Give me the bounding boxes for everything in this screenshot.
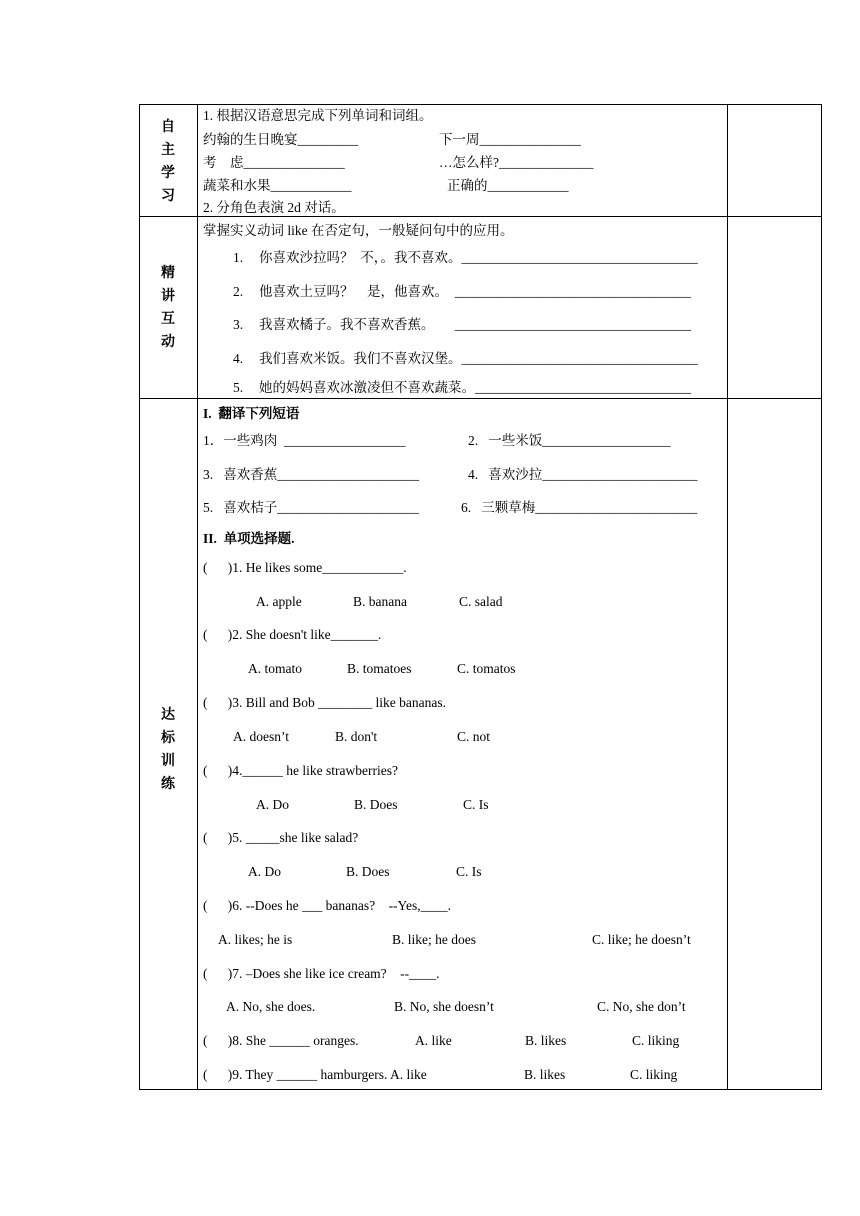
section-label-char: 精 — [161, 266, 175, 281]
table-border-left — [139, 104, 140, 1089]
table-border-right — [821, 104, 822, 1089]
sentence-item: 我喜欢橘子。我不喜欢香蕉。 ___________________________________ — [259, 317, 691, 332]
option: B. likes — [524, 1067, 566, 1082]
section-label-char: 达 — [161, 708, 175, 723]
option: B. Does — [346, 864, 390, 879]
column-divider-1 — [197, 104, 198, 1089]
option: B. don't — [335, 729, 378, 744]
vocab-item: …怎么样?______________ — [439, 155, 594, 170]
section-label-char: 习 — [161, 189, 175, 204]
sentence-number: 1. — [233, 250, 244, 265]
section-label-char: 自 — [161, 120, 175, 135]
phrase-item: 6. 三颗草梅________________________ — [461, 500, 698, 515]
section-label-self-study — [138, 116, 198, 208]
option: C. like; he doesn’t — [592, 932, 691, 947]
question-4: ( )4.______ he like strawberries? — [203, 763, 398, 778]
section-label-char: 训 — [161, 754, 175, 769]
vocab-item: 约翰的生日晚宴_________ — [203, 132, 359, 147]
vocab-item: 正确的____________ — [447, 178, 569, 193]
role-play-instruction: 2. 分角色表演 2d 对话。 — [203, 200, 345, 215]
section-label-interactive — [138, 262, 198, 354]
column-divider-2 — [727, 104, 728, 1089]
sentence-item: 他喜欢土豆吗？ 是，他喜欢。 ___________________________________ — [259, 284, 691, 299]
sentence-number: 3. — [233, 317, 244, 332]
sentence-item: 她的妈妈喜欢冰激凌但不喜欢蔬菜。________________________________ — [259, 380, 691, 395]
section-label-char: 讲 — [161, 289, 175, 304]
option: A. like — [415, 1033, 452, 1048]
question-6: ( )6. --Does he ___ bananas? --Yes,____. — [203, 898, 451, 913]
part1-title: I. 翻译下列短语 — [203, 406, 300, 421]
option: A. tomato — [248, 661, 302, 676]
vocab-item: 考 虑_______________ — [203, 155, 345, 170]
section-label-char: 动 — [161, 335, 175, 350]
phrase-item: 2. 一些米饭___________________ — [468, 433, 671, 448]
section-label-char: 学 — [161, 166, 175, 181]
option: C. not — [457, 729, 491, 744]
section-label-char: 标 — [161, 731, 175, 746]
option: C. liking — [632, 1033, 680, 1048]
sentence-item: 你喜欢沙拉吗？ 不，。我不喜欢。___________________________________ — [259, 250, 698, 265]
option: A. apple — [256, 594, 302, 609]
option: B. tomatoes — [347, 661, 412, 676]
phrase-item: 3. 喜欢香蕉_____________________ — [203, 467, 419, 482]
option: B. likes — [525, 1033, 567, 1048]
question-3: ( )3. Bill and Bob ________ like bananas. — [203, 695, 446, 710]
row-divider-1 — [139, 216, 822, 217]
option: B. No, she doesn’t — [394, 999, 494, 1014]
option: C. No, she don’t — [597, 999, 686, 1014]
grammar-intro: 掌握实义动词 like 在否定句，一般疑问句中的应用。 — [203, 223, 514, 238]
option: C. Is — [463, 797, 489, 812]
part2-title: II. 单项选择题. — [203, 531, 295, 546]
question-1: ( )1. He likes some____________. — [203, 560, 407, 575]
option: C. liking — [630, 1067, 678, 1082]
option: B. Does — [354, 797, 398, 812]
option: B. like; he does — [392, 932, 476, 947]
section-label-char: 互 — [161, 312, 175, 327]
option: A. Do — [248, 864, 281, 879]
row-divider-2 — [139, 398, 822, 399]
option: C. Is — [456, 864, 482, 879]
option: A. Do — [256, 797, 289, 812]
self-study-instruction: 1. 根据汉语意思完成下列单词和词组。 — [203, 108, 433, 123]
vocab-item: 下一周_______________ — [439, 132, 581, 147]
option: A. doesn’t — [233, 729, 289, 744]
option: A. likes; he is — [218, 932, 293, 947]
sentence-number: 4. — [233, 351, 244, 366]
question-2: ( )2. She doesn't like_______. — [203, 627, 382, 642]
question-7: ( )7. –Does she like ice cream? --____. — [203, 966, 440, 981]
table-border-top — [139, 104, 822, 105]
sentence-item: 我们喜欢米饭。我们不喜欢汉堡。___________________________________ — [259, 351, 698, 366]
question-8: ( )8. She ______ oranges. — [203, 1033, 359, 1048]
sentence-number: 2. — [233, 284, 244, 299]
phrase-item: 5. 喜欢桔子_____________________ — [203, 500, 419, 515]
section-label-char: 主 — [161, 143, 175, 158]
option: A. No, she does. — [226, 999, 316, 1014]
table-border-bottom — [139, 1089, 822, 1090]
question-5: ( )5. _____she like salad? — [203, 830, 359, 845]
question-9: ( )9. They ______ hamburgers. A. like — [203, 1067, 427, 1082]
section-label-char: 练 — [161, 777, 175, 792]
option: B. banana — [353, 594, 407, 609]
sentence-number: 5. — [233, 380, 244, 395]
vocab-item: 蔬菜和水果____________ — [203, 178, 352, 193]
section-label-practice — [138, 704, 198, 796]
option: C. tomatos — [457, 661, 516, 676]
phrase-item: 1．一些鸡肉 __________________ — [203, 433, 406, 448]
option: C. salad — [459, 594, 503, 609]
phrase-item: 4. 喜欢沙拉_______________________ — [468, 467, 698, 482]
